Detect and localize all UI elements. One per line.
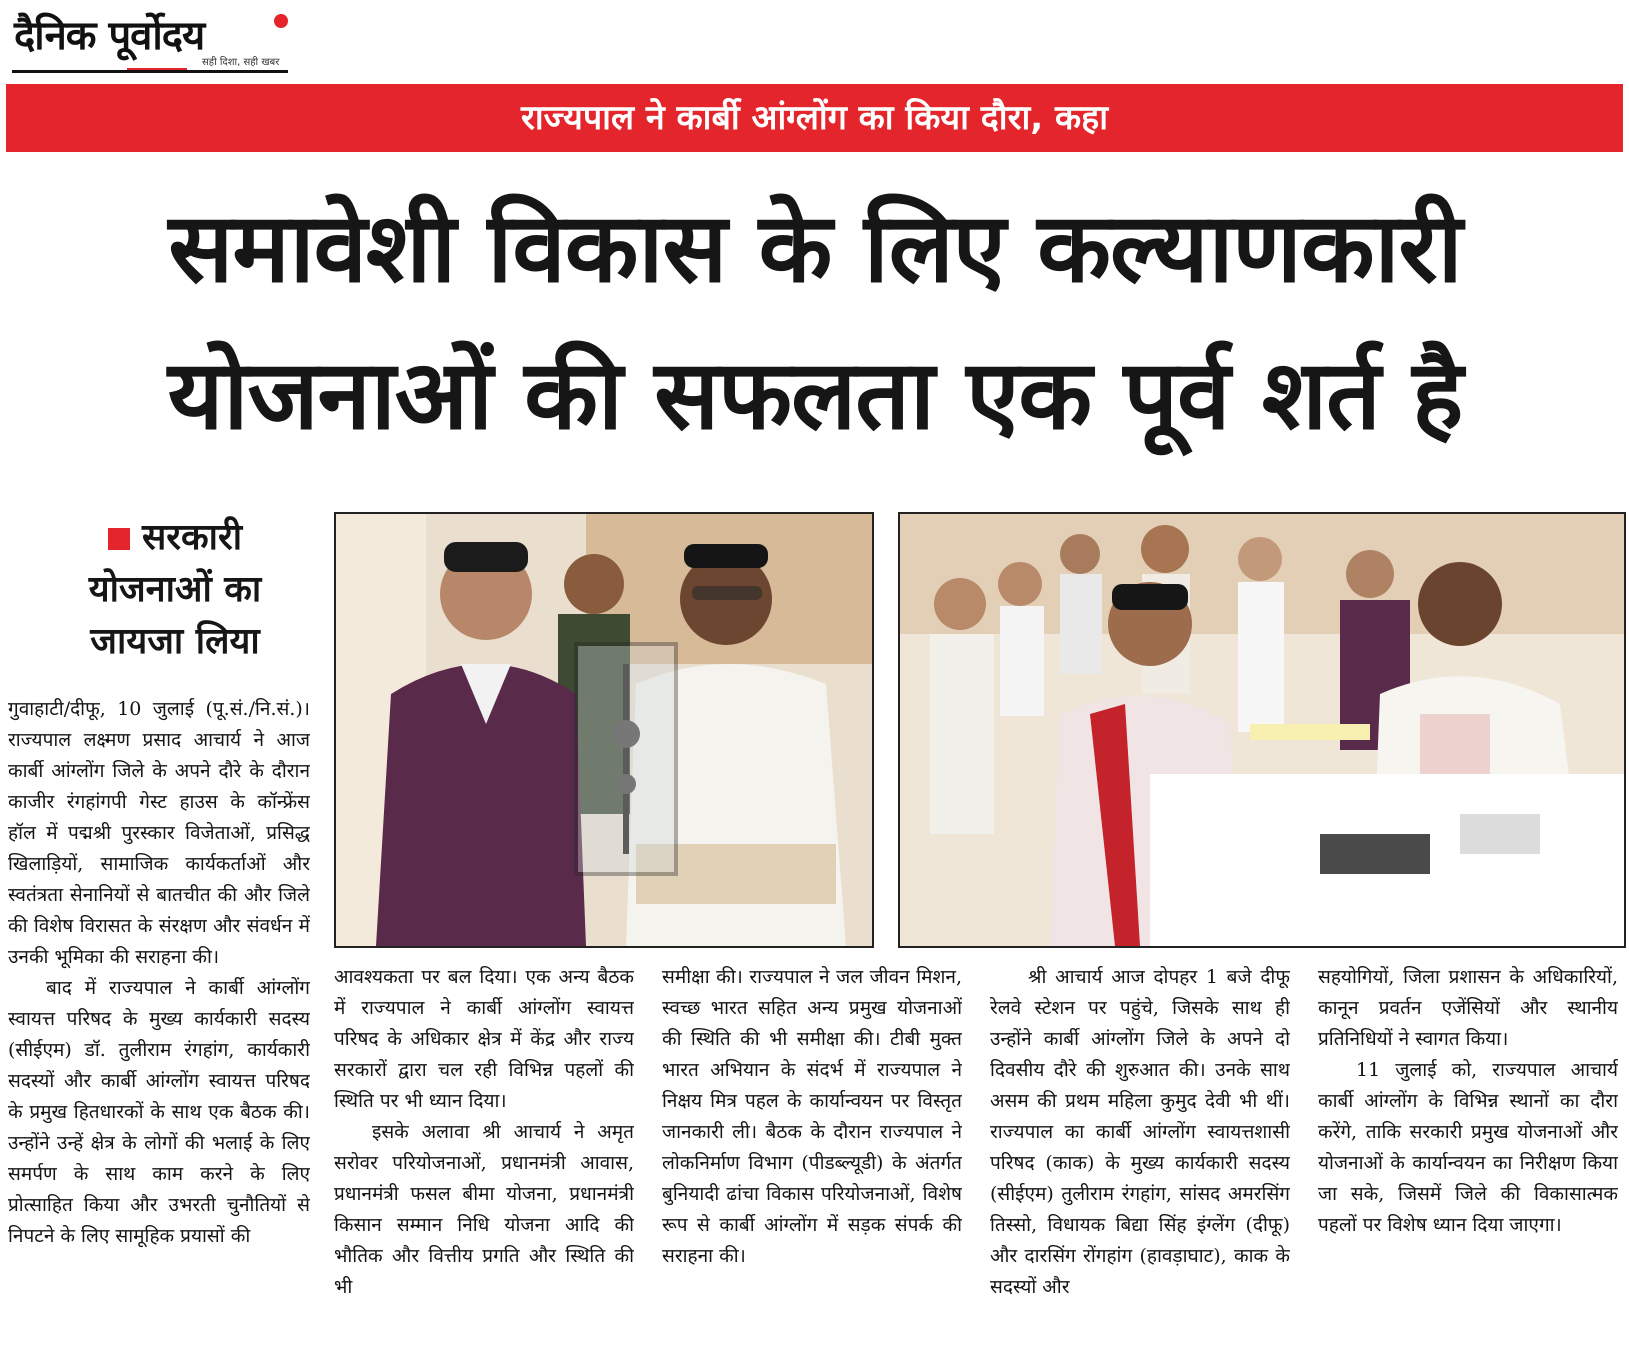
- photo-governor-memento-illustration: [336, 514, 872, 946]
- masthead-rule: [12, 70, 288, 73]
- article-column-5: [1318, 962, 1618, 1342]
- photo-meeting-documents: [898, 512, 1626, 948]
- subhead-line-3: जायजा लिया: [90, 621, 260, 662]
- article-paragraph: श्री आचार्य आज दोपहर 1 बजे दीफू रेलवे स्टेशन पर पहुंचे, जिसके साथ ही उन्होंने कार्बी आंग्लोंग जिले के अपने दो दिवसीय दौरे की शुरुआत की। उनके साथ असम की प्रथम महिला कुमुद देवी भी थीं। राज्यपाल का कार्बी आंग्लोंग स्वायत्तशासी परिषद (काक) के मुख्य कार्यकारी सदस्य (सीईएम) तुलीराम रंगहांग, सांसद अमरसिंग तिस्सो, विधायक बिद्या सिंह इंग्लेंग (दीफू) और दारसिंग रोंगहांग (हावड़ाघाट), काक के सदस्यों और: [990, 966, 1290, 1298]
- article-paragraph: इसके अलावा श्री आचार्य ने अमृत सरोवर परियोजनाओं, प्रधानमंत्री आवास, प्रधानमंत्री फसल बीमा योजना, प्रधानमंत्री किसान सम्मान निधि योजना आदि की भौतिक और वित्तीय प्रगति और स्थिति की भी: [334, 1121, 634, 1298]
- subhead: [40, 512, 310, 668]
- article-paragraph: गुवाहाटी/दीफू, 10 जुलाई (पू.सं./नि.सं.)। राज्यपाल लक्ष्मण प्रसाद आचार्य ने आज कार्बी आंग्लोंग जिले के अपने दौरे के दौरान काजीर रंगहांगपी गेस्ट हाउस के कॉन्फ्रेंस हॉल में पद्मश्री पुरस्कार विजेताओं, प्रसिद्ध खिलाड़ियों, सामाजिक कार्यकर्ताओं और स्वतंत्रता सेनानियों से बातचीत की और जिले की विशेष विरासत के संरक्षण और संवर्धन में उनकी भूमिका की सराहना की।: [8, 698, 310, 968]
- article-column-4: [990, 962, 1290, 1342]
- newspaper-name: दैनिक पूर्वोदय: [14, 12, 205, 59]
- article-paragraph: 11 जुलाई को, राज्यपाल आचार्य कार्बी आंग्लोंग के विभिन्न स्थानों का दौरा करेंगे, ताकि सरकारी प्रमुख योजनाओं और योजनाओं के कार्यान्वयन का निरीक्षण किया जा सके, जिसमें जिले की विकासात्मक पहलों पर विशेष ध्यान दिया जाएगा।: [1318, 1059, 1618, 1236]
- headline-line-1: समावेशी विकास के लिए कल्याणकारी: [168, 192, 1462, 304]
- article-column-3: [662, 962, 962, 1342]
- logo-red-dot: [274, 14, 288, 28]
- article-paragraph: सहयोगियों, जिला प्रशासन के अधिकारियों, कानून प्रवर्तन एजेंसियों और स्थानीय प्रतिनिधियों ने स्वागत किया।: [1318, 966, 1618, 1050]
- photo-meeting-documents-illustration: [900, 514, 1624, 946]
- kicker-banner: राज्यपाल ने कार्बी आंग्लोंग का किया दौरा, कहा: [6, 84, 1623, 152]
- red-square-bullet-icon: [108, 528, 130, 550]
- newspaper-tagline: सही दिशा, सही खबर: [202, 57, 280, 68]
- subhead-line-2: योजनाओं का: [88, 569, 262, 610]
- article-paragraph: आवश्यकता पर बल दिया। एक अन्य बैठक में राज्यपाल ने कार्बी आंग्लोंग स्वायत्त परिषद के अधिकार क्षेत्र में केंद्र और राज्य सरकारों द्वारा चल रही विभिन्न पहलों की स्थिति पर भी ध्यान दिया।: [334, 966, 634, 1112]
- masthead: [12, 6, 282, 72]
- article-column-2: [334, 962, 634, 1342]
- article-column-1: [8, 694, 310, 1339]
- article-paragraph: बाद में राज्यपाल ने कार्बी आंग्लोंग स्वायत्त परिषद के मुख्य कार्यकारी सदस्य (सीईएम) डॉ. तुलीराम रंगहांग, कार्यकारी सदस्यों और कार्बी आंग्लोंग स्वायत्त परिषद के प्रमुख हितधारकों के साथ एक बैठक की। उन्होंने उन्हें क्षेत्र के लोगों की भलाई के लिए समर्पण के साथ काम करने के लिए प्रोत्साहित किया और उभरती चुनौतियों से निपटने के लिए सामूहिक प्रयासों की: [8, 977, 310, 1247]
- headline-line-2: योजनाओं की सफलता एक पूर्व शर्त है: [167, 339, 1463, 451]
- subhead-line-1-text: सरकारी: [141, 517, 243, 558]
- article-paragraph: समीक्षा की। राज्यपाल ने जल जीवन मिशन, स्वच्छ भारत सहित अन्य प्रमुख योजनाओं की स्थिति की भी समीक्षा की। टीबी मुक्त भारत अभियान के संदर्भ में राज्यपाल ने निक्षय मित्र पहल के कार्यान्वयन पर विस्तृत जानकारी ली। बैठक के दौरान राज्यपाल ने लोकनिर्माण विभाग (पीडब्ल्यूडी) के अंतर्गत बुनियादी ढांचा विकास परियोजनाओं, विशेष रूप से कार्बी आंग्लोंग में सड़क संपर्क की सराहना की।: [662, 966, 962, 1267]
- subhead-line-1: [40, 512, 310, 564]
- photo-governor-memento: [334, 512, 874, 948]
